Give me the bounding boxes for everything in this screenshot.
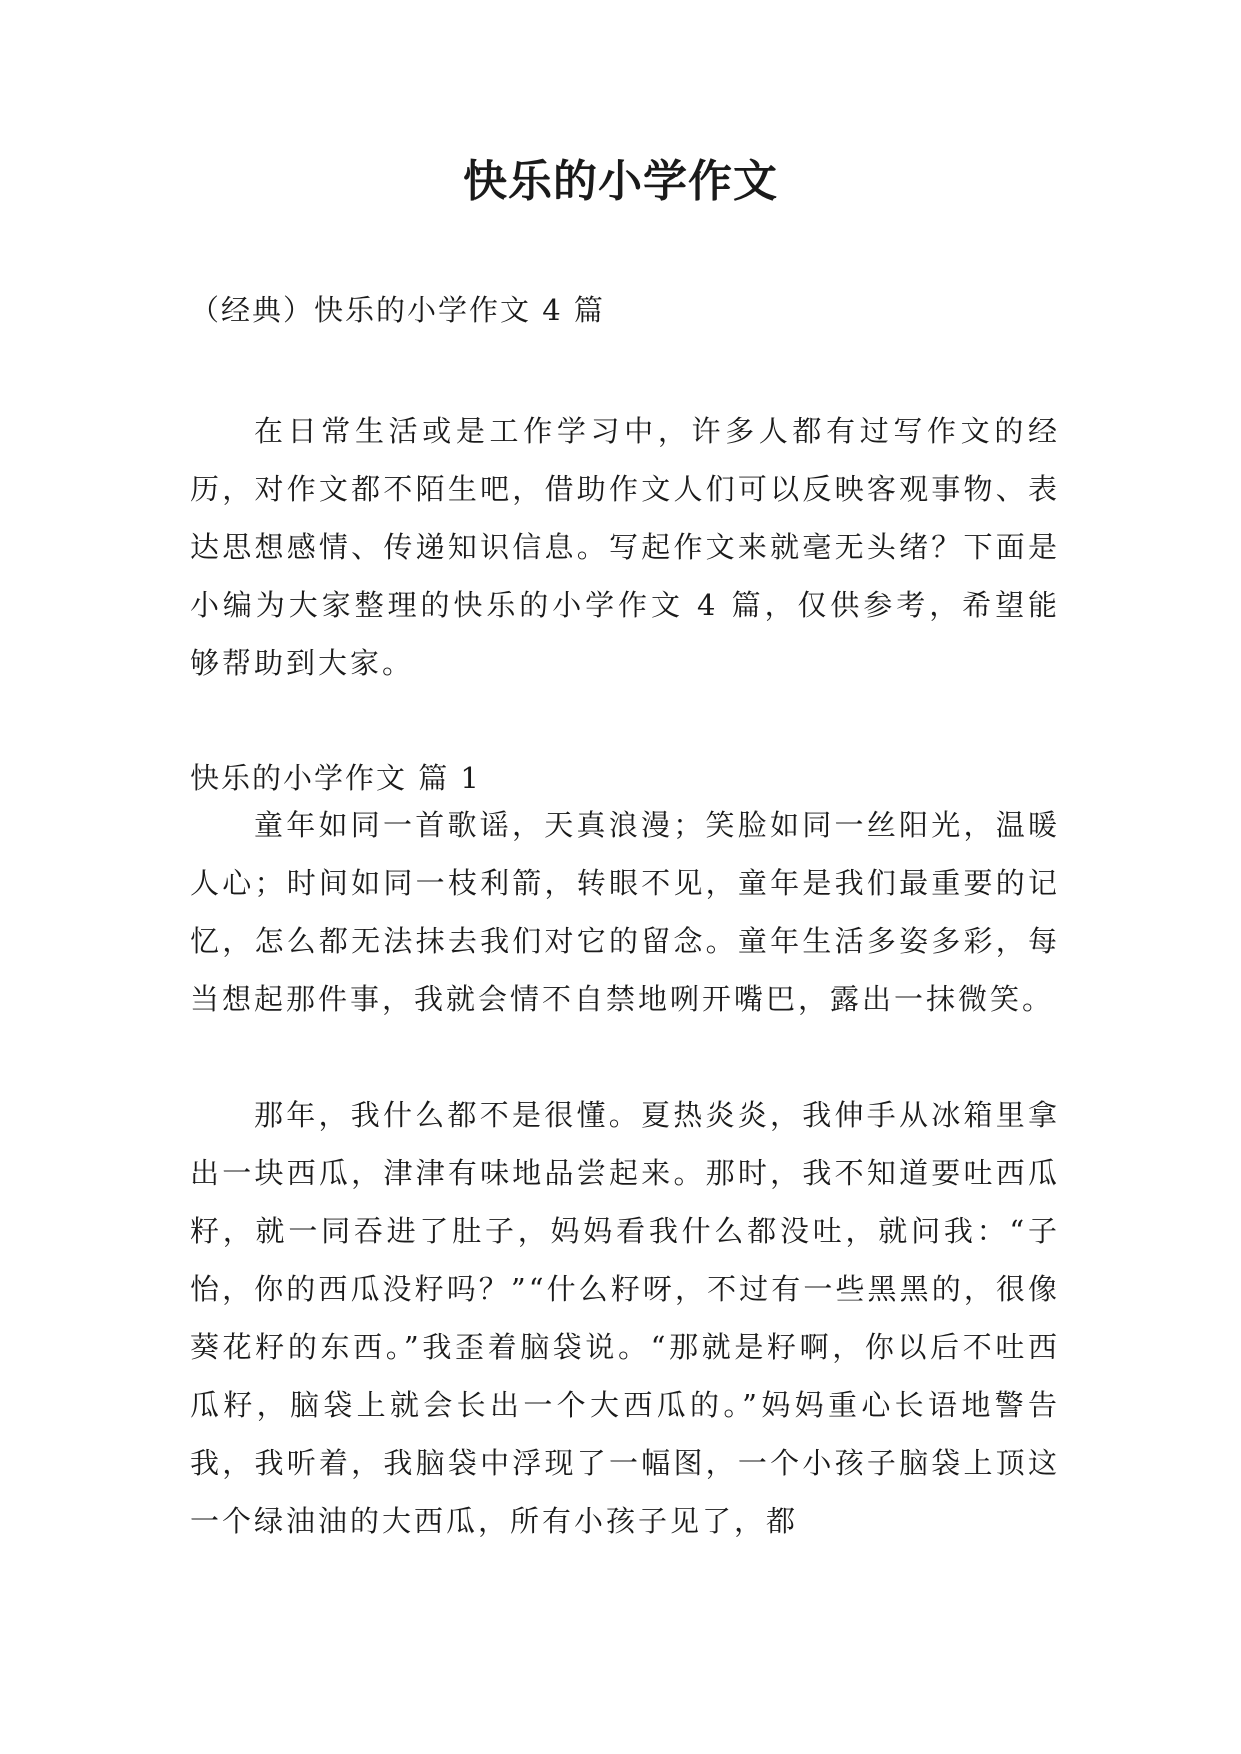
section-heading: 快乐的小学作文 篇 1 <box>190 761 481 795</box>
document-title: 快乐的小学作文 <box>463 156 778 207</box>
body-paragraph: 童年如同一首歌谣，天真浪漫；笑脸如同一丝阳光，温暖人心；时间如同一枝利箭，转眼不见，童年是我们最重要的记忆，怎么都无法抹去我们对它的留念。童年生活多姿多彩，每当想起那件事，我就会情不自禁地咧开嘴巴，露出一抹微笑。 <box>190 808 1060 1016</box>
body-paragraph: 那年，我什么都不是很懂。夏热炎炎，我伸手从冰箱里拿出一块西瓜，津津有味地品尝起来。那时，我不知道要吐西瓜籽，就一同吞进了肚子，妈妈看我什么都没吐，就问我：“子怡，你的西瓜没籽吗？”“什么籽呀，不过有一些黑黑的，很像葵花籽的东西。”我歪着脑袋说。“那就是籽啊，你以后不吐西瓜籽，脑袋上就会长出一个大西瓜的。”妈妈重心长语地警告我，我听着，我脑袋中浮现了一幅图，一个小孩子脑袋上顶这一个绿油油的大西瓜，所有小孩子见了，都 <box>190 1098 1060 1538</box>
intro-paragraph: 在日常生活或是工作学习中，许多人都有过写作文的经历，对作文都不陌生吧，借助作文人们可以反映客观事物、表达思想感情、传递知识信息。写起作文来就毫无头绪？下面是小编为大家整理的快乐的小学作文 4 篇，仅供参考，希望能够帮助到大家。 <box>190 414 1060 680</box>
document-subtitle: （经典）快乐的小学作文 4 篇 <box>190 293 605 327</box>
